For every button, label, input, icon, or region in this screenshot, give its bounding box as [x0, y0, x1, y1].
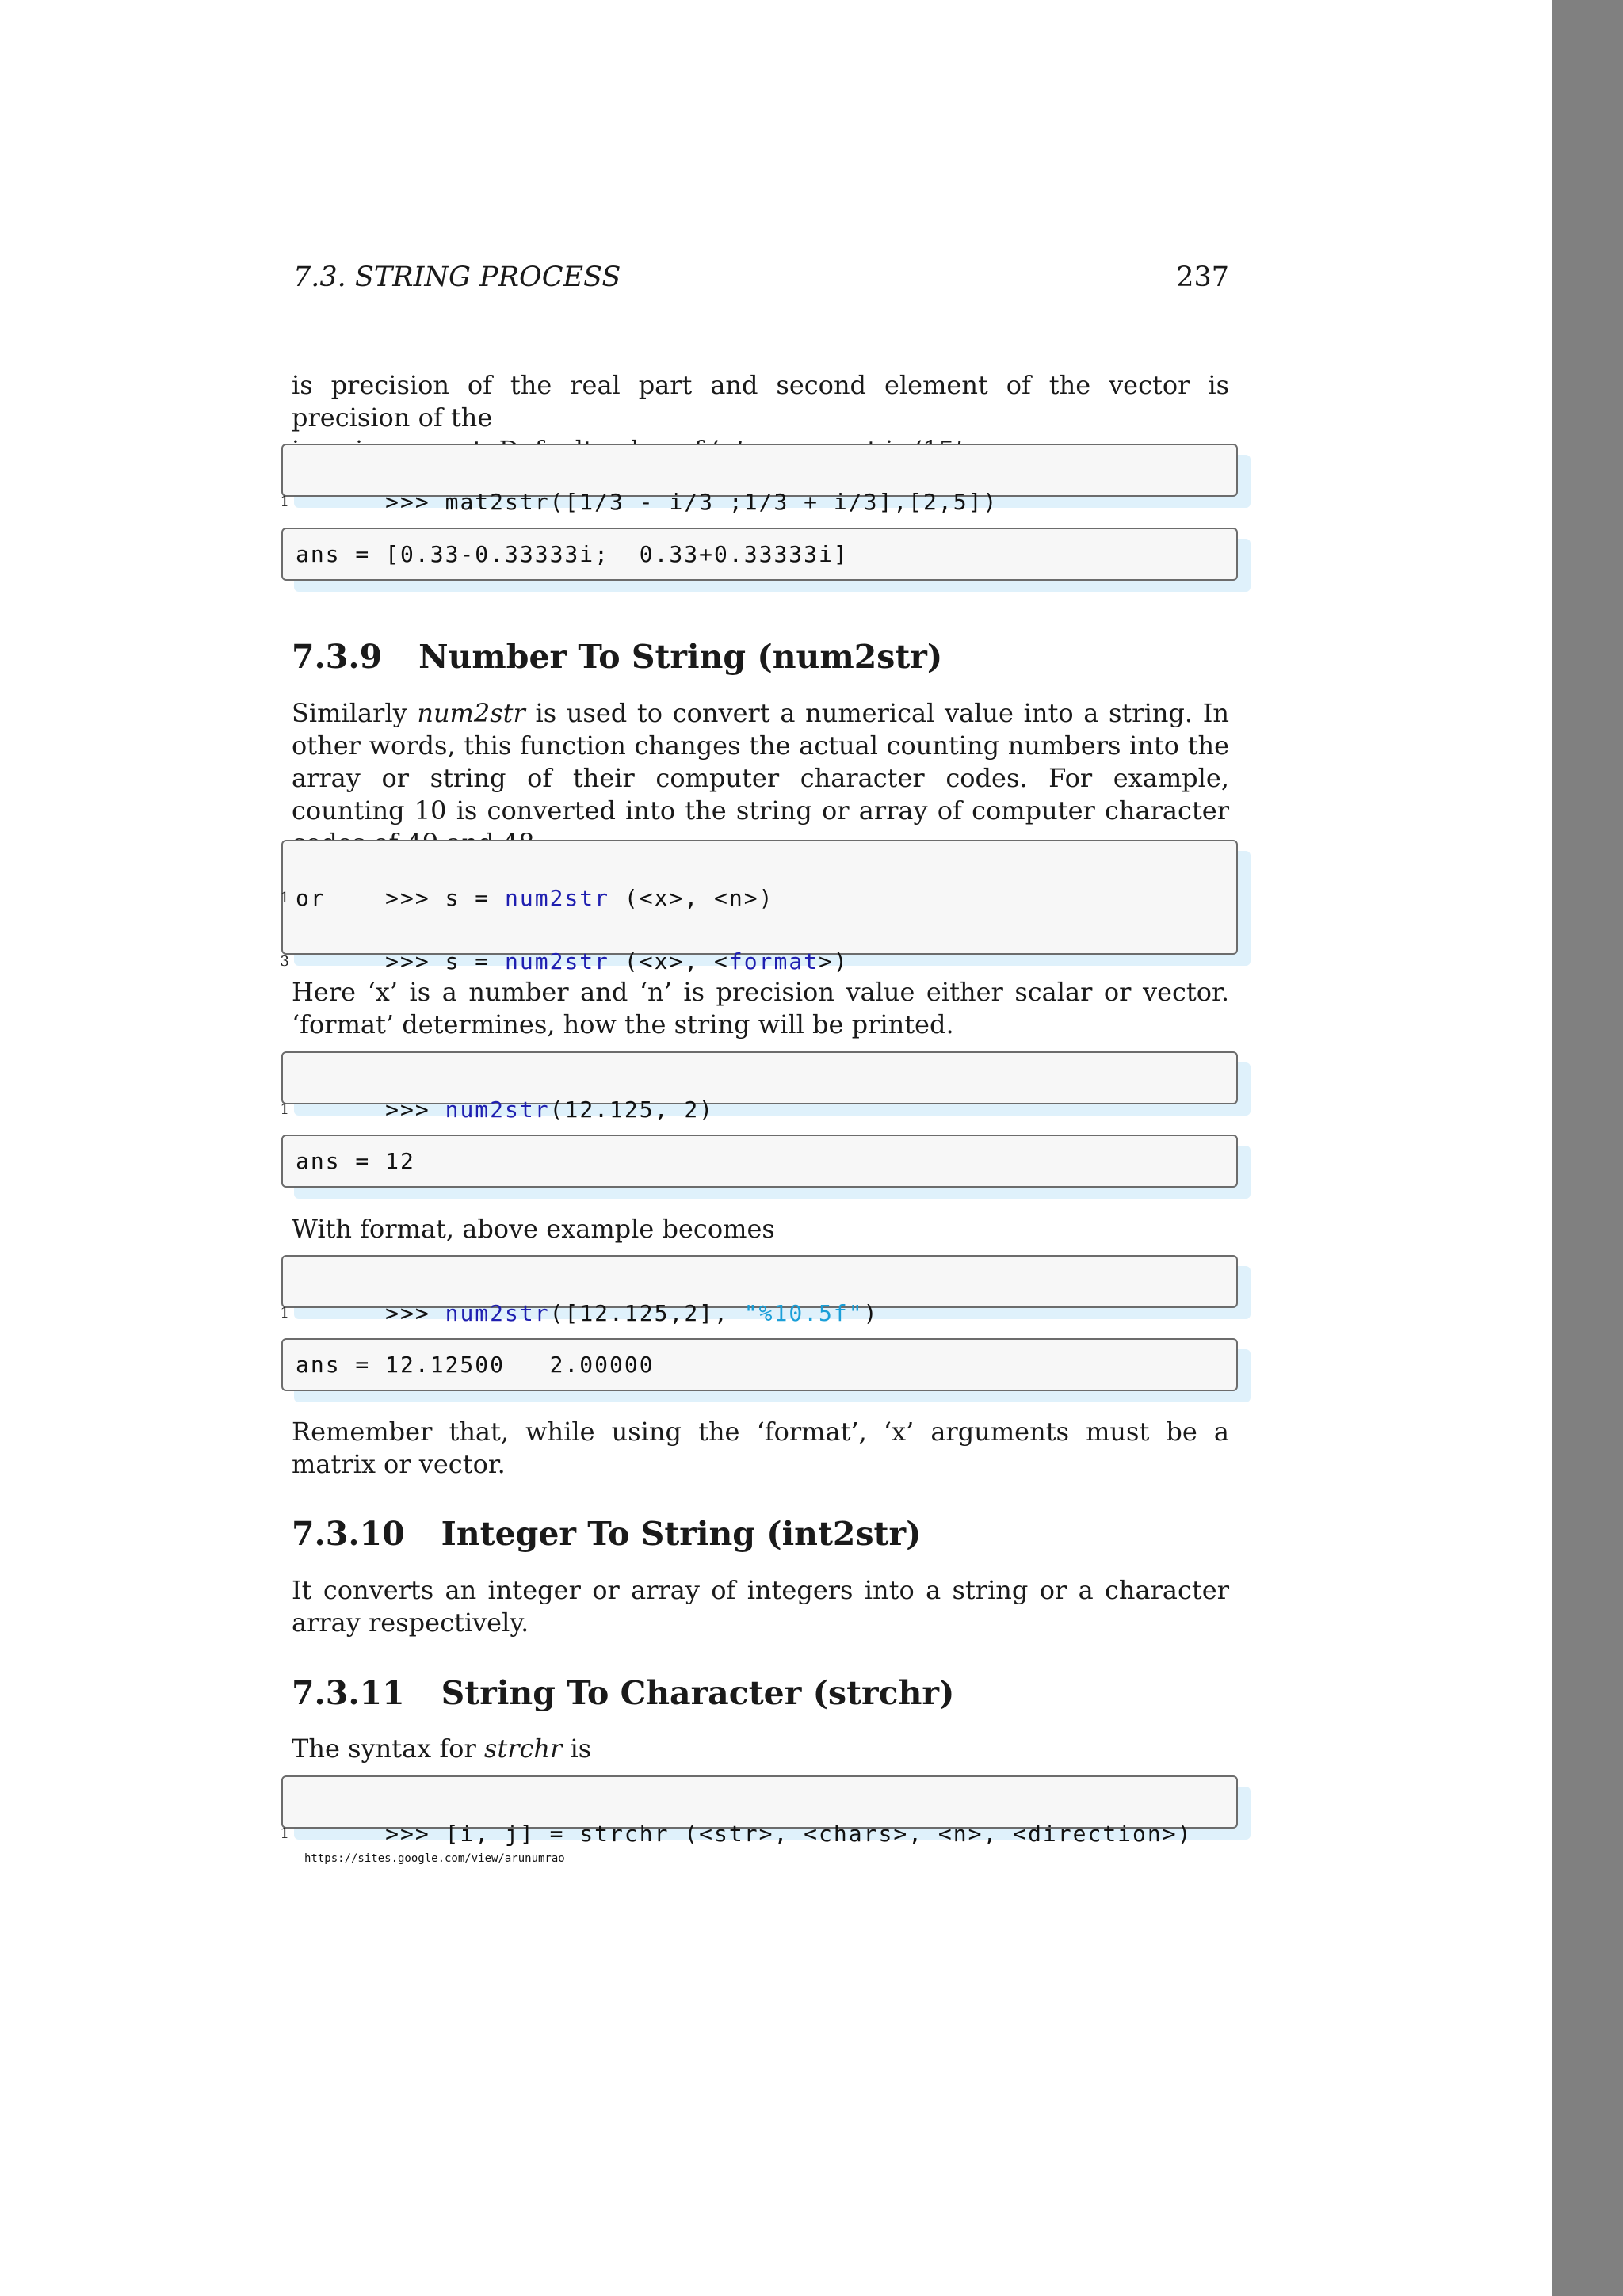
code-text: >>> s = [385, 885, 506, 911]
code-text: (12.125, 2) [549, 1097, 715, 1123]
section-heading-text: String To Character (strchr) [441, 1674, 955, 1712]
code-text: ([12.125,2], [549, 1300, 744, 1326]
viewer-sidebar [1552, 0, 1623, 2296]
with-format-paragraph: With format, above example becomes [292, 1214, 775, 1244]
output-text: ans = 12.12500 2.00000 [296, 1352, 655, 1378]
code-text: >>> s = [385, 948, 506, 974]
code-line: or [296, 885, 326, 911]
code-block-num2str-format [280, 1255, 1238, 1326]
line-number: 1 [280, 494, 289, 510]
prompt: >>> [385, 489, 445, 515]
code-text: ) [863, 1300, 879, 1326]
code-line [280, 1787, 1193, 1847]
para-text: The syntax for [292, 1733, 484, 1764]
para-emphasis: num2str [417, 698, 525, 728]
format-keyword: format [728, 948, 819, 974]
prompt: >>> [385, 1821, 445, 1847]
output-block-mat2str [281, 528, 1238, 581]
code-block-num2str-syntax [280, 840, 1238, 974]
code-line [280, 455, 999, 515]
section-number: 7.3.9 [292, 638, 383, 676]
strchr-syntax-intro [292, 1733, 1229, 1765]
footer-url: https://sites.google.com/view/arunumrao [304, 1852, 565, 1865]
function-keyword: num2str [505, 885, 610, 911]
para-text: Similarly [292, 698, 418, 728]
remember-paragraph: Remember that, while using the ‘format’, ‘x’ arguments must be a matrix or vector. [292, 1417, 1229, 1479]
section-heading-text: Number To String (num2str) [418, 638, 943, 676]
line-number: 1 [280, 1101, 289, 1118]
string-literal: "%10.5f" [743, 1300, 864, 1326]
code-text: (<x>, <n>) [609, 885, 774, 911]
section-heading-text: Integer To String (int2str) [441, 1515, 922, 1553]
section-number: 7.3.10 [292, 1515, 405, 1553]
function-keyword: num2str [505, 948, 610, 974]
code-line [280, 1266, 879, 1326]
code-line [280, 914, 849, 974]
code-block-num2str-example [280, 1051, 1238, 1123]
line-number: 3 [280, 953, 289, 970]
output-text: ans = 12 [296, 1148, 415, 1174]
num2str-description [292, 697, 1229, 860]
output-block-num2str [281, 1135, 1238, 1188]
function-keyword: num2str [445, 1300, 550, 1326]
para-text: is [562, 1733, 592, 1764]
code-text: mat2str([1/3 - i/3 ;1/3 + i/3],[2,5]) [445, 489, 999, 515]
line-number: 1 [280, 1825, 289, 1842]
prompt: >>> [385, 1097, 445, 1123]
code-block-strchr [280, 1775, 1238, 1847]
prompt: >>> [385, 1300, 445, 1326]
line-number: 1 [280, 890, 289, 906]
int2str-description: It converts an integer or array of integers into a string or a character array respectively. [292, 1575, 1229, 1638]
output-text: ans = [0.33-0.33333i; 0.33+0.33333i] [296, 541, 849, 567]
section-title: 7.3. STRING PROCESS [293, 261, 621, 293]
intro-line-1: is precision of the real part and second element of the vector is precision of the [292, 370, 1229, 433]
page-number: 237 [1176, 261, 1229, 293]
function-keyword: num2str [445, 1097, 550, 1123]
section-number: 7.3.11 [292, 1674, 405, 1712]
code-text: [i, j] = strchr (<str>, <chars>, <n>, <direction>) [445, 1821, 1193, 1847]
num2str-args-paragraph: Here ‘x’ is a number and ‘n’ is precision value either scalar or vector. ‘format’ determines, how the string will be printed. [292, 977, 1229, 1039]
code-text: (<x>, < [609, 948, 729, 974]
running-header [292, 261, 1229, 301]
para-emphasis: strchr [483, 1733, 563, 1764]
section-heading-7-3-9 [292, 638, 942, 676]
code-text: >) [819, 948, 849, 974]
line-number: 1 [280, 1305, 289, 1322]
section-heading-7-3-10 [292, 1515, 921, 1553]
section-heading-7-3-11 [292, 1674, 954, 1712]
output-block-num2str-format [281, 1338, 1238, 1391]
code-line [280, 1062, 715, 1123]
code-block-mat2str [280, 444, 1238, 515]
para-text: is used to convert a numerical value into a string. In other words, this function changes the actual counting numbers into the array or string of their computer character codes. For example, counting 10 is converted into the string or array of computer character [292, 698, 1230, 826]
